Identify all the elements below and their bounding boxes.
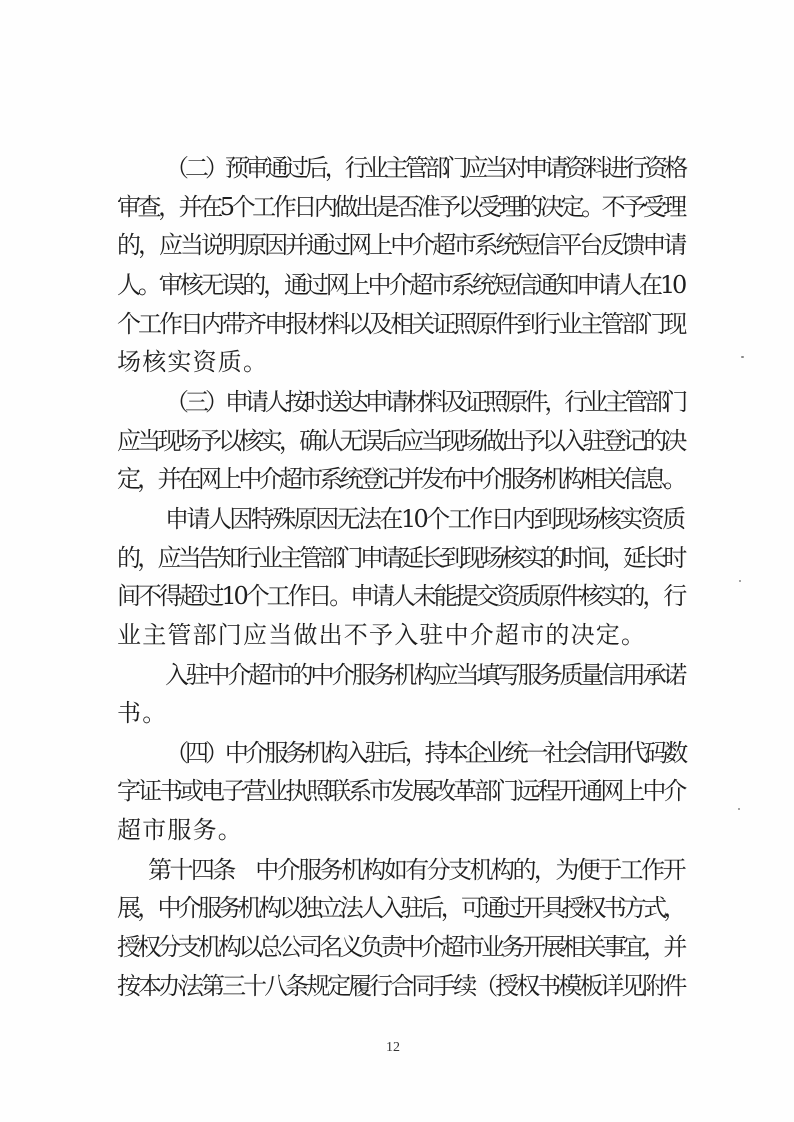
scan-speck — [739, 580, 741, 582]
text-line: 间不得超过10个工作日。申请人未能提交资质原件核实的，行 — [117, 582, 685, 610]
text-line: 个工作日内带齐申报材料以及相关证照原件到行业主管部门现 — [117, 310, 685, 338]
text-line: 书。 — [117, 699, 168, 727]
text-line: 字证书或电子营业执照联系市发展改革部门远程开通网上中介 — [117, 777, 685, 805]
text-line: 定，并在网上中介超市系统登记并发布中介服务机构相关信息。 — [117, 465, 684, 493]
text-line: （二）预审通过后，行业主管部门应当对申请资料进行资格 — [165, 154, 685, 182]
text-line: 的，应当说明原因并通过网上中介超市系统短信平台反馈申请 — [117, 231, 685, 259]
page-number: 12 — [386, 1040, 400, 1055]
text-line: 业主管部门应当做出不予入驻中介超市的决定。 — [117, 621, 647, 649]
text-line: 审查，并在5个工作日内做出是否准予以受理的决定。不予受理 — [117, 193, 684, 221]
text-line: 申请人因特殊原因无法在10个工作日内到现场核实资质 — [165, 505, 684, 533]
scan-speck — [741, 356, 744, 358]
text-line: 授权分支机构以总公司名义负责中介超市业务开展相关事宜，并 — [117, 933, 684, 961]
text-line: （四）中介服务机构入驻后，持本企业统一社会信用代码数 — [165, 739, 685, 767]
text-line: 按本办法第三十八条规定履行合同手续（授权书模板详见附件 — [117, 972, 685, 1000]
text-line: 的，应当告知行业主管部门申请延长到现场核实的时间，延长时 — [117, 544, 684, 572]
text-line: 第十四条 中介服务机构如有分支机构的，为便于工作开 — [148, 856, 684, 884]
text-line: 应当现场予以核实，确认无误后应当现场做出予以入驻登记的决 — [117, 427, 684, 455]
scan-speck — [738, 808, 740, 810]
text-line: 人。审核无误的，通过网上中介超市系统短信通知申请人在10 — [117, 271, 685, 299]
text-line: 场核实资质。 — [117, 348, 269, 376]
text-line: 入驻中介超市的中介服务机构应当填写服务质量信用承诺 — [165, 661, 684, 689]
text-line: 展，中介服务机构以独立法人入驻后，可通过开具授权书方式， — [117, 894, 684, 922]
text-line: （三）申请人按时送达申请材料及证照原件，行业主管部门 — [165, 388, 685, 416]
text-line: 超市服务。 — [117, 816, 243, 844]
